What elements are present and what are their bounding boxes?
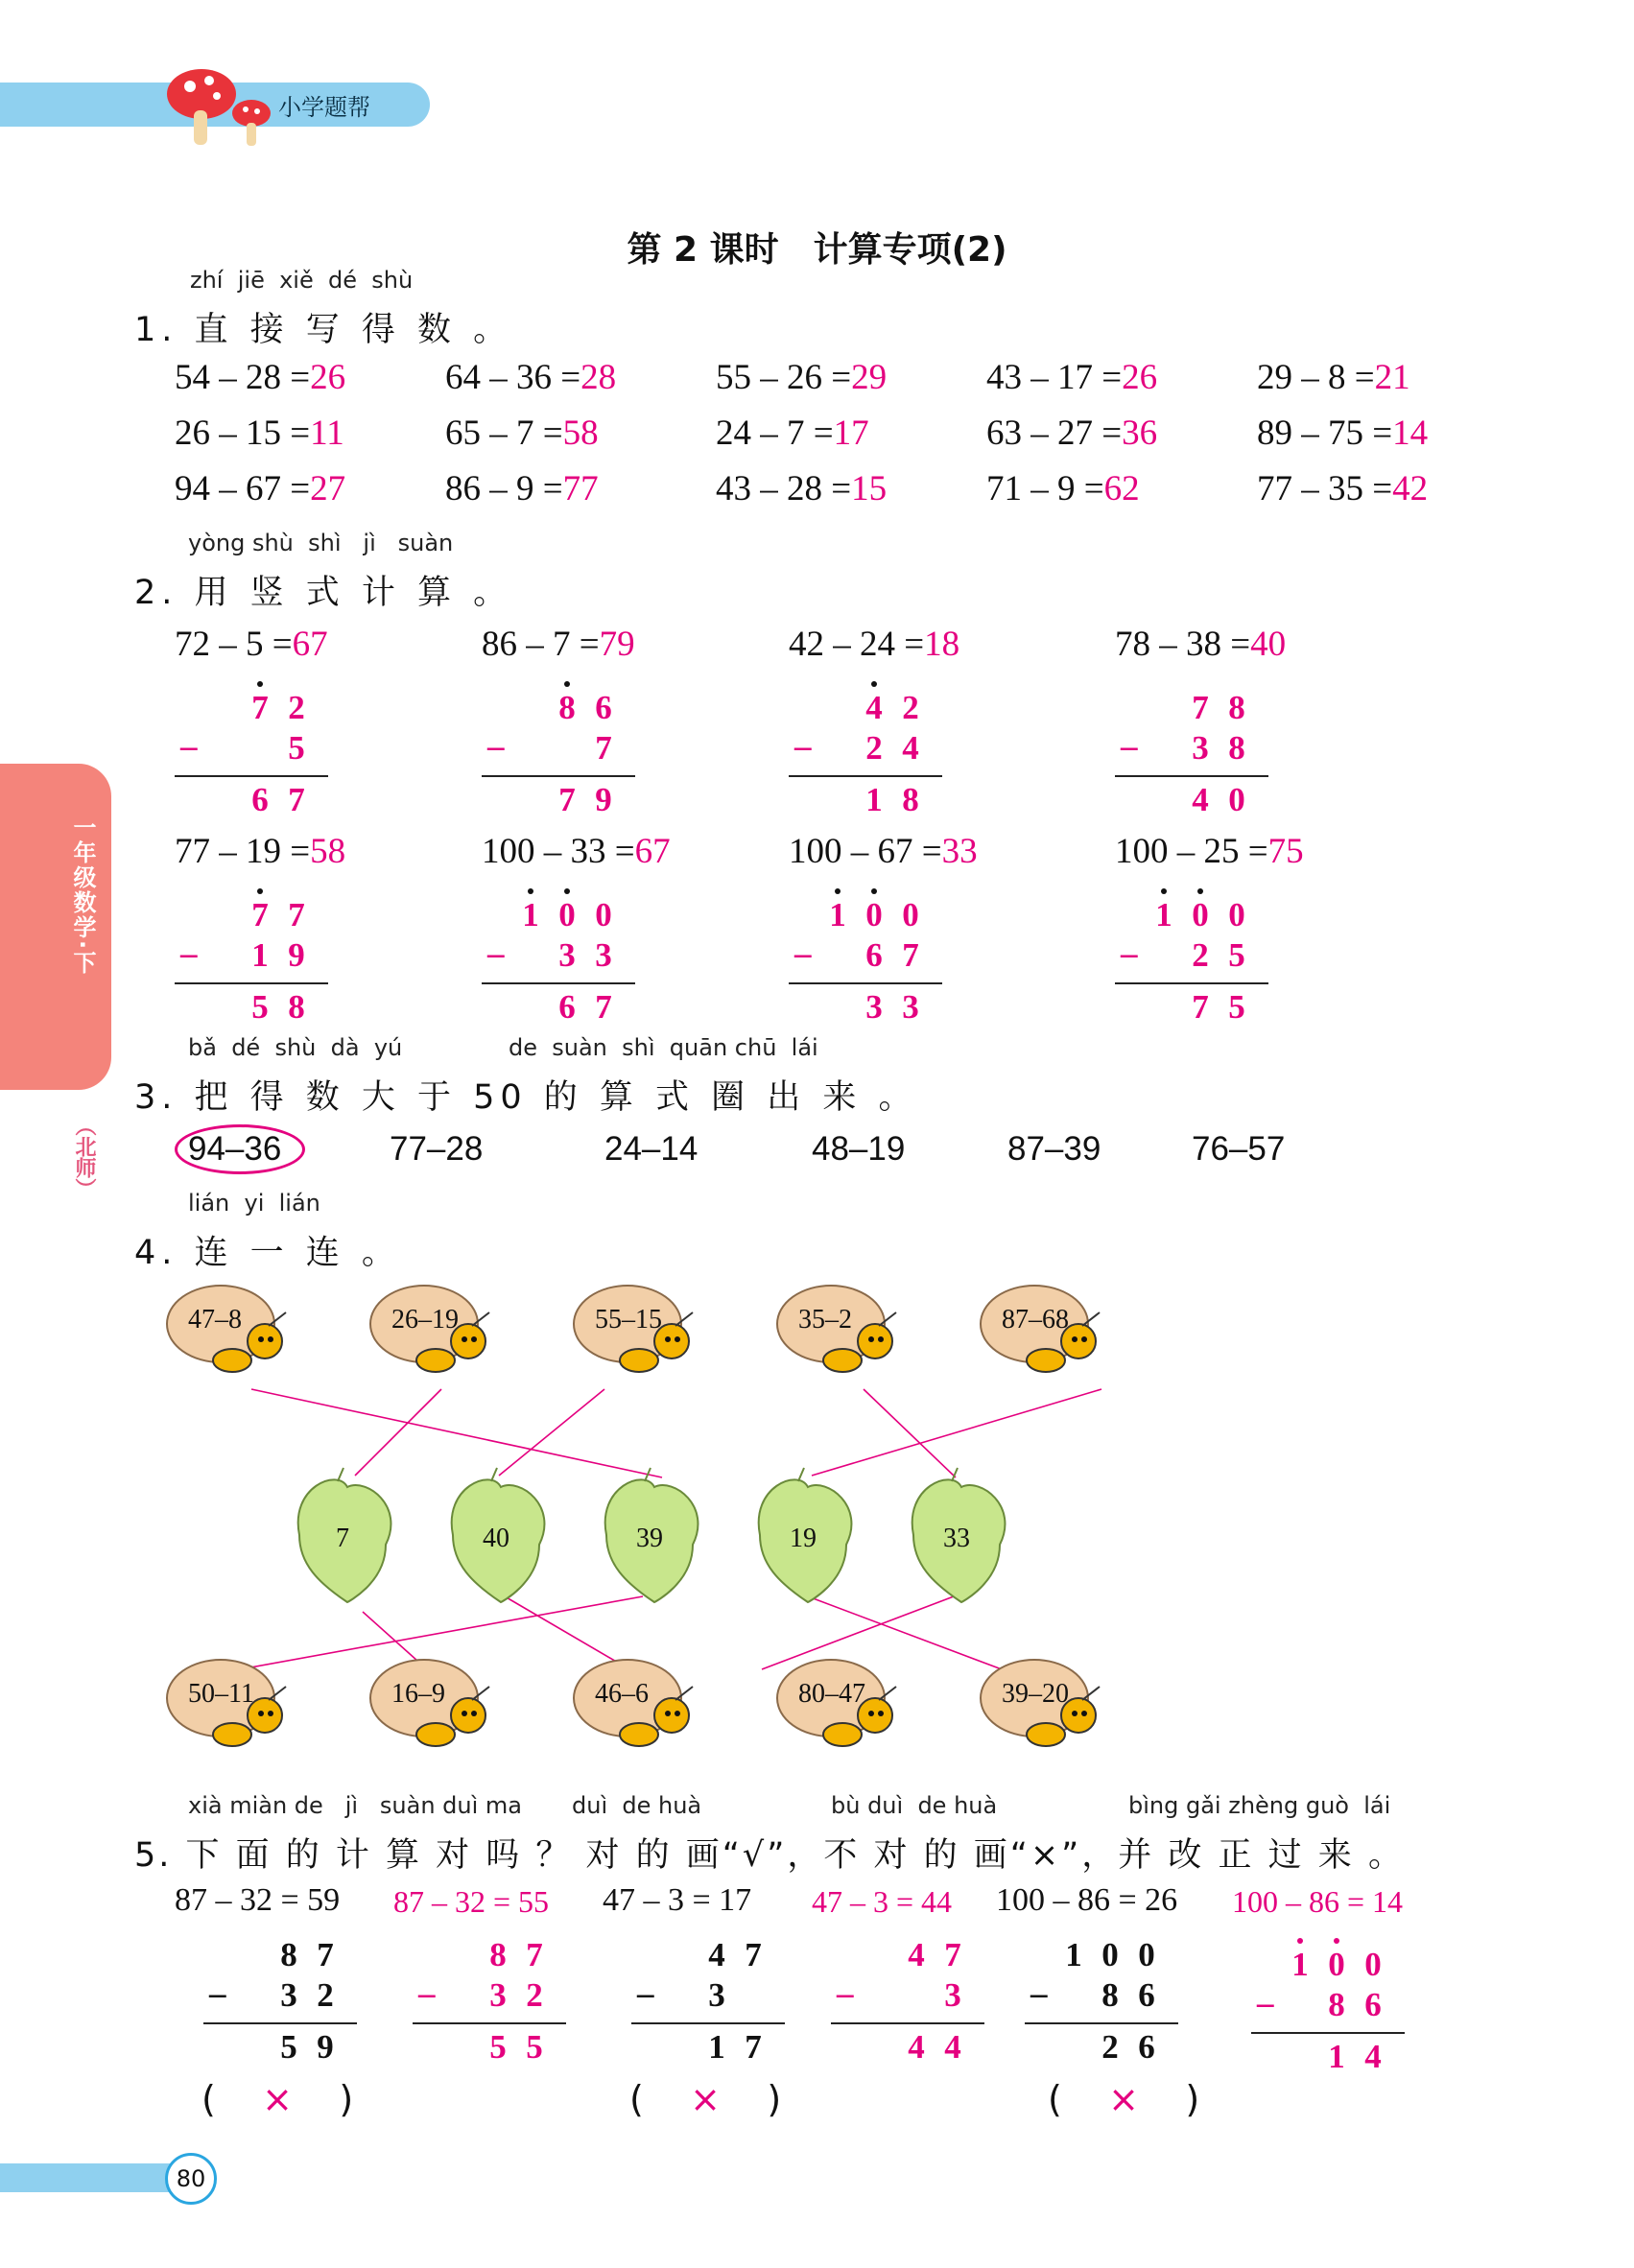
digit: 2 <box>865 729 883 767</box>
result-rule <box>1251 2032 1405 2034</box>
ant-eye <box>1081 1711 1087 1716</box>
digit: 0 <box>1364 1946 1382 1983</box>
corrected-equation: 100 – 86 = 14 <box>1232 1884 1404 1919</box>
digit: 6 <box>865 936 883 974</box>
digit: 6 <box>558 988 576 1026</box>
minus-sign: – <box>180 934 198 972</box>
q4-pinyin: lián yi lián <box>188 1190 320 1217</box>
digit: 3 <box>489 1976 507 2014</box>
ant-head <box>858 1324 892 1358</box>
minus-sign: – <box>180 727 198 765</box>
digit: 6 <box>1138 1976 1155 2014</box>
equation-answer: 58 <box>310 832 346 871</box>
equation-expr: 42 – 24 = <box>789 625 925 664</box>
ant-eye <box>258 1336 264 1342</box>
digit: 7 <box>595 729 612 767</box>
minus-sign: – <box>837 1974 854 2012</box>
minus-sign: – <box>637 1974 654 2012</box>
expression: 48–19 <box>812 1130 906 1168</box>
borrow-dot <box>1297 1938 1303 1944</box>
digit: 0 <box>1328 1946 1345 1983</box>
digit: 1 <box>1155 896 1172 933</box>
digit: 6 <box>251 781 269 818</box>
minus-sign: – <box>487 727 505 765</box>
ant-eye <box>462 1336 467 1342</box>
digit: 4 <box>908 2028 925 2066</box>
result-rule <box>413 2022 566 2024</box>
digit: 5 <box>288 729 305 767</box>
match-line <box>864 1389 956 1477</box>
leaf-stem <box>491 1468 497 1481</box>
digit: 1 <box>251 936 269 974</box>
digit: 4 <box>1364 2038 1382 2075</box>
equation-answer: 14 <box>1392 413 1429 453</box>
digit: 2 <box>1101 2028 1119 2066</box>
corrected-equation: 87 – 32 = 55 <box>393 1884 550 1919</box>
ant-body <box>416 1723 455 1746</box>
equation-expr: 54 – 28 = <box>175 358 311 397</box>
equation-expr: 72 – 5 = <box>175 625 293 664</box>
judgement-mark: ( × ) <box>1048 2078 1200 2120</box>
ant-body <box>416 1349 455 1372</box>
minus-sign: – <box>794 727 812 765</box>
ant-body <box>213 1349 251 1372</box>
ant-body <box>823 1723 862 1746</box>
ant-body <box>620 1723 658 1746</box>
q3-heading: 3. 把 得 数 大 于 50 的 算 式 圈 出 来 。 <box>134 1078 918 1117</box>
ant-expression: 87–68 <box>1002 1305 1069 1335</box>
digit: 7 <box>251 689 269 726</box>
judgement-mark: ( × ) <box>629 2078 782 2120</box>
equation-answer: 58 <box>562 413 599 453</box>
digit: 7 <box>251 896 269 933</box>
digit: 4 <box>708 1936 725 1973</box>
match-line <box>240 1596 643 1669</box>
digit: 7 <box>288 896 305 933</box>
digit: 7 <box>288 781 305 818</box>
original-equation: 47 – 3 = 17 <box>603 1882 752 1918</box>
leaf-number: 33 <box>943 1524 970 1553</box>
corrected-equation: 47 – 3 = 44 <box>812 1884 953 1919</box>
equation-answer: 28 <box>580 358 617 397</box>
digit: 1 <box>829 896 846 933</box>
digit: 3 <box>280 1976 297 2014</box>
equation-expr: 65 – 7 = <box>445 413 563 453</box>
match-line <box>808 1596 1002 1669</box>
expression: 24–14 <box>604 1130 699 1168</box>
ant-eye <box>258 1711 264 1716</box>
digit: 3 <box>595 936 612 974</box>
equation-answer: 40 <box>1250 625 1287 664</box>
equation-answer: 26 <box>1122 358 1158 397</box>
leaf-number: 7 <box>336 1524 349 1553</box>
expression: 87–39 <box>1007 1130 1101 1168</box>
digit: 4 <box>902 729 919 767</box>
digit: 1 <box>865 781 883 818</box>
judgement-mark: ( × ) <box>201 2078 354 2120</box>
digit: 1 <box>1291 1946 1309 1983</box>
equation-expr: 89 – 75 = <box>1257 413 1393 453</box>
equation-expr: 55 – 26 = <box>716 358 852 397</box>
ant-body <box>1027 1723 1065 1746</box>
q5-pinyin-c: bù duì de huà <box>831 1792 998 1819</box>
digit: 0 <box>595 896 612 933</box>
leaf-number: 19 <box>790 1524 817 1553</box>
digit: 7 <box>902 936 919 974</box>
digit: 1 <box>522 896 539 933</box>
ant-eye <box>665 1711 671 1716</box>
result-rule <box>831 2022 984 2024</box>
ant-eye <box>675 1336 680 1342</box>
ant-expression: 26–19 <box>391 1305 459 1335</box>
equation-answer: 21 <box>1374 358 1410 397</box>
ant-body <box>1027 1349 1065 1372</box>
equation-answer: 18 <box>924 625 960 664</box>
ant-expression: 50–11 <box>188 1679 254 1709</box>
minus-sign: – <box>1030 1974 1048 2012</box>
q5-heading: 5. 下 面 的 计 算 对 吗 ？ 对 的 画“√”，不 对 的 画“×”，并 改 正 过 来 。 <box>134 1836 1405 1875</box>
original-equation: 100 – 86 = 26 <box>996 1882 1178 1918</box>
digit: 1 <box>1328 2038 1345 2075</box>
digit: 3 <box>865 988 883 1026</box>
equation-answer: 29 <box>851 358 888 397</box>
digit: 3 <box>902 988 919 1026</box>
ant-eye <box>268 1711 273 1716</box>
digit: 8 <box>558 689 576 726</box>
ant-eye <box>462 1711 467 1716</box>
digit: 8 <box>288 988 305 1026</box>
q3-pinyin-b: de suàn shì quān chū lái <box>509 1034 818 1061</box>
equation-expr: 100 – 33 = <box>482 832 635 871</box>
q4-heading: 4. 连 一 连 。 <box>134 1234 401 1272</box>
q5-pinyin-a: xià miàn de jì suàn duì ma <box>188 1792 522 1819</box>
match-line <box>812 1389 1101 1476</box>
equation-expr: 43 – 28 = <box>716 469 852 508</box>
equation-expr: 71 – 9 = <box>986 469 1104 508</box>
ant-eye <box>471 1336 477 1342</box>
original-equation: 87 – 32 = 59 <box>175 1882 341 1918</box>
digit: 3 <box>558 936 576 974</box>
q2-heading: 2. 用 竖 式 计 算 。 <box>134 574 513 612</box>
equation-expr: 26 – 15 = <box>175 413 311 453</box>
ant-eye <box>878 1336 884 1342</box>
equation-expr: 64 – 36 = <box>445 358 581 397</box>
ant-eye <box>868 1336 874 1342</box>
digit: 5 <box>526 2028 543 2066</box>
digit: 7 <box>944 1936 961 1973</box>
equation-answer: 79 <box>599 625 635 664</box>
digit: 7 <box>745 2028 762 2066</box>
digit: 1 <box>708 2028 725 2066</box>
digit: 7 <box>1192 689 1209 726</box>
minus-sign: – <box>1121 727 1138 765</box>
digit: 8 <box>1228 689 1245 726</box>
ant-expression: 80–47 <box>798 1679 865 1709</box>
match-line <box>355 1389 441 1476</box>
q1-pinyin: zhí jiē xiě dé shù <box>190 267 414 294</box>
equation-expr: 100 – 25 = <box>1115 832 1268 871</box>
digit: 9 <box>317 2028 334 2066</box>
equation-answer: 67 <box>634 832 671 871</box>
digit: 8 <box>489 1936 507 1973</box>
equation-answer: 67 <box>292 625 328 664</box>
minus-sign: – <box>1257 1984 1274 2021</box>
ant-expression: 47–8 <box>188 1305 242 1335</box>
q2-pinyin: yòng shù shì jì suàn <box>188 530 454 556</box>
digit: 0 <box>1228 781 1245 818</box>
equation-expr: 86 – 9 = <box>445 469 563 508</box>
equation-answer: 17 <box>833 413 869 453</box>
minus-sign: – <box>1121 934 1138 972</box>
ant-eye <box>868 1711 874 1716</box>
ant-eye <box>1081 1336 1087 1342</box>
digit: 0 <box>902 896 919 933</box>
result-rule <box>1025 2022 1178 2024</box>
ant-head <box>248 1324 282 1358</box>
ant-expression: 55–15 <box>595 1305 662 1335</box>
equation-answer: 33 <box>941 832 978 871</box>
q5-pinyin-d: bìng gǎi zhèng guò lái <box>1128 1792 1391 1819</box>
digit: 7 <box>526 1936 543 1973</box>
equation-expr: 100 – 67 = <box>789 832 942 871</box>
equation-expr: 78 – 38 = <box>1115 625 1251 664</box>
digit: 5 <box>489 2028 507 2066</box>
page-number: 80 <box>165 2153 217 2205</box>
digit: 3 <box>708 1976 725 2014</box>
digit: 4 <box>1192 781 1209 818</box>
digit: 1 <box>1065 1936 1082 1973</box>
digit: 8 <box>1328 1986 1345 2023</box>
digit: 0 <box>558 896 576 933</box>
digit: 8 <box>280 1936 297 1973</box>
result-rule <box>631 2022 785 2024</box>
result-rule <box>203 2022 357 2024</box>
equation-expr: 29 – 8 = <box>1257 358 1375 397</box>
match-line <box>762 1596 954 1669</box>
leaf-stem <box>338 1468 343 1481</box>
equation-answer: 15 <box>851 469 888 508</box>
book-title: 一年级数学·下 <box>69 815 96 977</box>
equation-expr: 77 – 19 = <box>175 832 311 871</box>
equation-expr: 77 – 35 = <box>1257 469 1393 508</box>
borrow-dot <box>1334 1938 1339 1944</box>
digit: 2 <box>902 689 919 726</box>
digit: 7 <box>317 1936 334 1973</box>
minus-sign: – <box>418 1974 436 2012</box>
digit: 4 <box>944 2028 961 2066</box>
leaf-number: 39 <box>636 1524 663 1553</box>
ant-head <box>654 1698 689 1733</box>
equation-answer: 42 <box>1392 469 1429 508</box>
ant-eye <box>1072 1336 1077 1342</box>
equation-expr: 86 – 7 = <box>482 625 600 664</box>
digit: 7 <box>1192 988 1209 1026</box>
equation-answer: 62 <box>1103 469 1140 508</box>
digit: 4 <box>908 1936 925 1973</box>
equation-expr: 94 – 67 = <box>175 469 311 508</box>
digit: 2 <box>1192 936 1209 974</box>
ant-expression: 39–20 <box>1002 1679 1069 1709</box>
equation-answer: 77 <box>562 469 599 508</box>
digit: 2 <box>526 1976 543 2014</box>
ant-body <box>823 1349 862 1372</box>
digit: 2 <box>317 1976 334 2014</box>
digit: 9 <box>288 936 305 974</box>
ant-expression: 35–2 <box>798 1305 852 1335</box>
digit: 0 <box>1228 896 1245 933</box>
q5-pinyin-b: duì de huà <box>572 1792 702 1819</box>
digit: 4 <box>865 689 883 726</box>
brand-label: 小学题帮 <box>278 94 370 121</box>
digit: 3 <box>944 1976 961 2014</box>
digit: 2 <box>288 689 305 726</box>
equation-expr: 63 – 27 = <box>986 413 1123 453</box>
digit: 6 <box>1364 1986 1382 2023</box>
expression: 76–57 <box>1192 1130 1286 1168</box>
equation-answer: 27 <box>310 469 346 508</box>
digit: 8 <box>902 781 919 818</box>
digit: 0 <box>1192 896 1209 933</box>
equation-answer: 26 <box>310 358 346 397</box>
digit: 0 <box>1138 1936 1155 1973</box>
digit: 7 <box>558 781 576 818</box>
equation-answer: 36 <box>1122 413 1158 453</box>
q3-pinyin-a: bǎ dé shù dà yú <box>188 1034 403 1061</box>
ant-eye <box>675 1711 680 1716</box>
match-line <box>505 1596 629 1669</box>
ant-eye <box>471 1711 477 1716</box>
ant-head <box>451 1698 485 1733</box>
expression: 77–28 <box>390 1130 484 1168</box>
ant-eye <box>665 1336 671 1342</box>
digit: 8 <box>1228 729 1245 767</box>
match-line <box>251 1389 662 1477</box>
q1-heading: 1. 直 接 写 得 数 。 <box>134 311 513 349</box>
digit: 5 <box>1228 936 1245 974</box>
digit: 5 <box>251 988 269 1026</box>
ant-eye <box>268 1336 273 1342</box>
leaf-number: 40 <box>483 1524 509 1553</box>
ant-expression: 16–9 <box>391 1679 445 1709</box>
digit: 8 <box>1101 1976 1119 2014</box>
digit: 7 <box>595 988 612 1026</box>
equation-answer: 75 <box>1267 832 1304 871</box>
equation-expr: 43 – 17 = <box>986 358 1123 397</box>
ant-body <box>620 1349 658 1372</box>
digit: 3 <box>1192 729 1209 767</box>
footer-band <box>0 2163 192 2192</box>
equation-answer: 11 <box>310 413 344 453</box>
digit: 7 <box>745 1936 762 1973</box>
ant-expression: 46–6 <box>595 1679 649 1709</box>
minus-sign: – <box>487 934 505 972</box>
digit: 5 <box>280 2028 297 2066</box>
digit: 5 <box>1228 988 1245 1026</box>
minus-sign: – <box>209 1974 226 2012</box>
leaf-stem <box>798 1468 804 1481</box>
expression: 94–36 <box>188 1130 282 1168</box>
equation-expr: 24 – 7 = <box>716 413 834 453</box>
lesson-title: 第 2 课时 计算专项(2) <box>627 230 1007 270</box>
digit: 0 <box>1101 1936 1119 1973</box>
digit: 6 <box>595 689 612 726</box>
digit: 6 <box>1138 2028 1155 2066</box>
minus-sign: – <box>794 934 812 972</box>
digit: 0 <box>865 896 883 933</box>
ant-body <box>213 1723 251 1746</box>
edition-label: （北师） <box>72 1115 96 1199</box>
match-line <box>499 1389 604 1476</box>
ant-eye <box>878 1711 884 1716</box>
ant-eye <box>1072 1711 1077 1716</box>
digit: 9 <box>595 781 612 818</box>
